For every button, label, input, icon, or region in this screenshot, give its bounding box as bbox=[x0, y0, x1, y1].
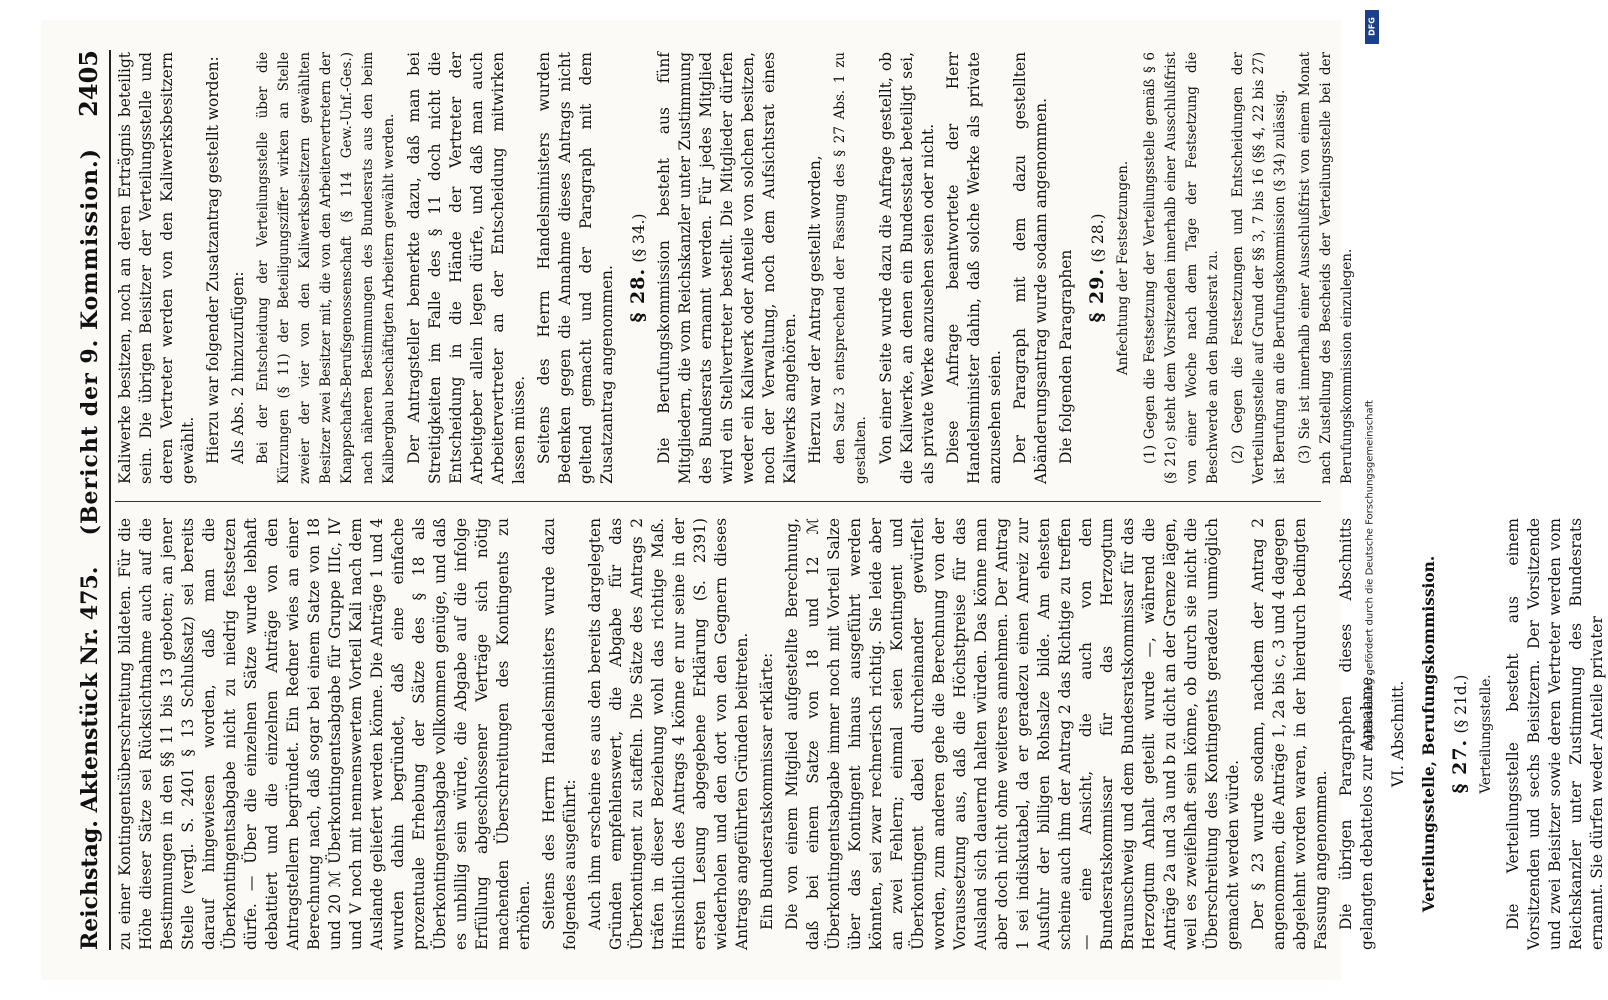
section-title: VI. Abschnitt. bbox=[1389, 680, 1407, 788]
paragraph-heading-29 bbox=[1087, 52, 1109, 484]
paragraph: Die Verteilungsstelle besteht aus einem Vorsitzenden und sechs Beisitzern. Der Vorsitzende und zwei Beisitzer sowie deren Vertreter werden vom Reichskanzler unter Zustimmung des Bundesrats ernannt. Sie dürfen weder Anteile privater bbox=[1504, 518, 1606, 950]
paragraph: Der Antragsteller bemerkte dazu, daß man bei Streitigkeiten im Falle des § 11 doch nicht die Entscheidung in die Hände der Vertreter der Arbeitgeber allein legen dürfe, und daß man auch Arbeitervertreter an der Entscheidung mitwirken lassen müsse. bbox=[405, 52, 528, 484]
dfg-logo: DFG bbox=[1365, 10, 1379, 44]
paragraph: Hierzu war folgender Zusatzantrag gestellt worden: bbox=[204, 56, 222, 464]
right-column bbox=[115, 52, 1355, 484]
paragraph-number: § 29. bbox=[1086, 267, 1108, 323]
paragraph: den Satz 3 entsprechend der Fassung des § 27 Abs. 1 zu gestalten. bbox=[832, 52, 869, 484]
paragraph-number: § 28. bbox=[627, 267, 649, 323]
digitization-credit bbox=[1365, 10, 1379, 990]
credit-text: Digitalisierung gefördert durch die Deutsche Forschungsgemeinschaft bbox=[1364, 400, 1376, 751]
header-left: Reichstag. Aktenstück Nr. 475. bbox=[77, 566, 103, 950]
paragraph: Auch ihm erscheine es aus den bereits dargelegten Gründen empfehlenswert, die Abgabe für das Überkontingent zu staffeln. Die Sätze des Antrags 2 träfen in dieser Beziehung wohl das richtige Maß. Hinsichtlich des Antrags 4 könne er nur seine in der ersten Lesung abgegebene Erklärung (S. 2391) wiederholen und den dort von den Gegnern dieses Antrags angeführten Gründen beitreten. bbox=[586, 518, 751, 950]
paragraph: Seitens des Herrn Handelsministers wurden Bedenken gegen die Annahme dieses Antrags nicht geltend gemacht und der Paragraph mit dem Zusatzantrag angenommen. bbox=[535, 52, 616, 484]
header-middle: (Bericht der 9. Kommission.) bbox=[77, 147, 103, 536]
paragraph-heading-27 bbox=[1450, 518, 1472, 950]
paragraph: Hierzu war der Antrag gestellt worden, bbox=[806, 155, 824, 464]
page-header bbox=[59, 50, 111, 950]
paragraph: Die Berufungskommission besteht aus fünf Mitgliedern, die vom Reichskanzler unter Zustimmung des Bundesrats ernannt werden. Für jedes Mitglied wird ein Stellvertreter bestellt. Die Mitglieder dürfen weder ein Kaliwerk oder Anteile von solchen besitzen, noch der Verwaltung, noch dem Aufsichtsrat eines Kaliwerks angehören. bbox=[655, 52, 799, 484]
paragraph: Die folgenden Paragraphen bbox=[1057, 249, 1075, 464]
section-subtitle: Verteilungsstelle, Berufungskommission. bbox=[1420, 555, 1438, 913]
paragraph-subtitle: Verteilungsstelle. bbox=[1478, 674, 1494, 794]
paragraph-ref: (§ 34.) bbox=[630, 213, 648, 263]
paragraph: (2) Gegen die Festsetzungen und Entscheidungen der Verteilungsstelle auf Grund der §§ 3, 7 bis 16 (§§ 4, 22 bis 27) ist Berufung an die Berufungskommission (§ 34) zulässig. bbox=[1230, 52, 1288, 484]
paragraph: Der § 23 wurde sodann, nachdem der Antrag 2 angenommen, die Anträge 1, 2a bis c, 3 und 4 dagegen abgelehnt worden waren, in der hierdurch bedingten Fassung angenommen. bbox=[1249, 518, 1330, 950]
paragraph-ref: (§ 21d.) bbox=[1452, 674, 1470, 734]
paragraph-subtitle: Anfechtung der Festsetzungen. bbox=[1115, 160, 1131, 376]
paragraph: (1) Gegen die Festsetzung der Verteilungsstelle gemäß § 6 (§ 21c) steht dem Vorsitzenden innerhalb einer Ausschlußfrist von einer Woche nach dem Tage der Festsetzung die Beschwerde an den Bundesrat zu. bbox=[1142, 52, 1221, 484]
paragraph: Als Abs. 2 hinzuzufügen: bbox=[229, 271, 247, 464]
page-number: 2405 bbox=[74, 50, 103, 117]
column-divider bbox=[115, 501, 1321, 502]
paragraph: Seitens des Herrn Handelsministers wurde dazu folgendes ausgeführt: bbox=[540, 518, 579, 950]
paragraph-heading-28 bbox=[628, 52, 650, 484]
paragraph-ref: (§ 28.) bbox=[1089, 213, 1107, 263]
paragraph: Die von einem Mitglied aufgestellte Berechnung, daß bei einem Satze von 18 und 12 ℳ Überkontingentsabgabe immer noch mit Vorteil Salze über das Kontingent hinaus ausgeführt werden könnten, sei zwar rechnerisch richtig. Sie leide aber an zwei Fehlern; einmal seien Kontingent und Überkontingent dabei durcheinander gewürfelt worden, zum anderen gehe die Berechnung von der Voraussetzung aus, daß die Höchstpreise für das Ausland sich dauernd halten würden. Das könne man aber doch nicht ohne weiteres annehmen. Der Antrag 1 sei indiskutabel, da er geradezu einen Anreiz zur Ausfuhr der billigen Rohsalze bilde. Am ehesten scheine auch ihm der Antrag 2 das Richtige zu treffen — eine Ansicht, die auch von den Bundesratskommissar für das Herzogtum Braunschweig und dem Bundesratskommissar für das Herzogtum Anhalt geteilt wurde —, während die Anträge 2a und 3a und b zu dicht an der Grenze lägen, weil es zweifelhaft sein könne, ob durch sie nicht die Überschreitung des Kontingents geradezu unmöglich gemacht werden würde. bbox=[783, 518, 1242, 950]
paragraph-number: § 27. bbox=[1449, 738, 1471, 794]
paragraph: Diese Anfrage beantwortete der Herr Handelsminister dahin, daß solche Werke als private anzusehen seien. bbox=[944, 52, 1004, 484]
paragraph: Ein Bundesratskommissar erklärte: bbox=[758, 652, 776, 930]
paragraph: Kaliwerke besitzen, noch an deren Erträgnis beteiligt sein. Die übrigen Beisitzer der Verteilungsstelle und deren Vertreter werden von den Kaliwerksbesitzern gewählt. bbox=[116, 52, 197, 484]
paragraph: Der Paragraph mit dem dazu gestellten Abänderungsantrag wurde sodann angenommen. bbox=[1011, 52, 1050, 484]
paragraph: Bei der Entscheidung der Verteilungsstelle über die Kürzungen (§ 11) der Beteiligungsziffer wirken an Stelle zweier der vier von den Kaliwerksbesitzern gewählten Besitzer zwei Besitzer mit, die von den Arbeitervertretern der Knappschafts-Berufsgenossenschaft (§ 114 Gew.-Unf.-Ges.) nach näheren Bestimmungen des Bundesrats aus den beim Kalibergbau beschäftigten Arbeitern gewählt werden. bbox=[255, 52, 397, 484]
paragraph: zu einer Kontingentsüberschreitung bildeten. Für die Höhe dieser Sätze sei Rücksichtnahme auch auf die Bestimmungen in den §§ 11 bis 13 geboten; an jener Stelle (vergl. S. 2401 § 13 Schlußsatz) sei bereits darauf hingewiesen worden, daß man die Überkontingentsabgabe nicht zu niedrig festsetzen dürfe. — Über die einzelnen Sätze wurde lebhaft debattiert und die einzelnen Anträge von den Antragstellern begründet. Ein Redner wies an einer Berechnung nach, daß sogar bei einem Satze von 18 und 20 ℳ Überkontingentsabgabe für Gruppe IIIc, IV und V noch mit nennenswertem Vorteil Kali nach dem Auslande geliefert werden könne. Die Anträge 1 und 4 wurden dahin begründet, daß eine einfache prozentuale Erhebung der Sätze des § 18 als Überkontingentsabgabe vollkommen genüge, und daß es unbillig sein würde, die Abgabe auf die infolge Erfüllung abgeschlossener Verträge sich nötig machenden Überschreitungen des Kontingents zu erhöhen. bbox=[116, 518, 533, 950]
paragraph: (3) Sie ist innerhalb einer Ausschlußfrist von einem Monat nach Zustellung des Bescheids der Verteilungsstelle bei der Berufungskommission einzulegen. bbox=[1297, 52, 1355, 484]
paragraph: Die übrigen Paragraphen dieses Abschnitts gelangten debattelos zur Annahme. bbox=[1337, 518, 1376, 950]
paragraph: Von einer Seite wurde dazu die Anfrage gestellt, ob die Kaliwerke, an denen ein Bundesstaat beteiligt sei, als private Werke anzusehen seien oder nicht. bbox=[877, 52, 937, 484]
